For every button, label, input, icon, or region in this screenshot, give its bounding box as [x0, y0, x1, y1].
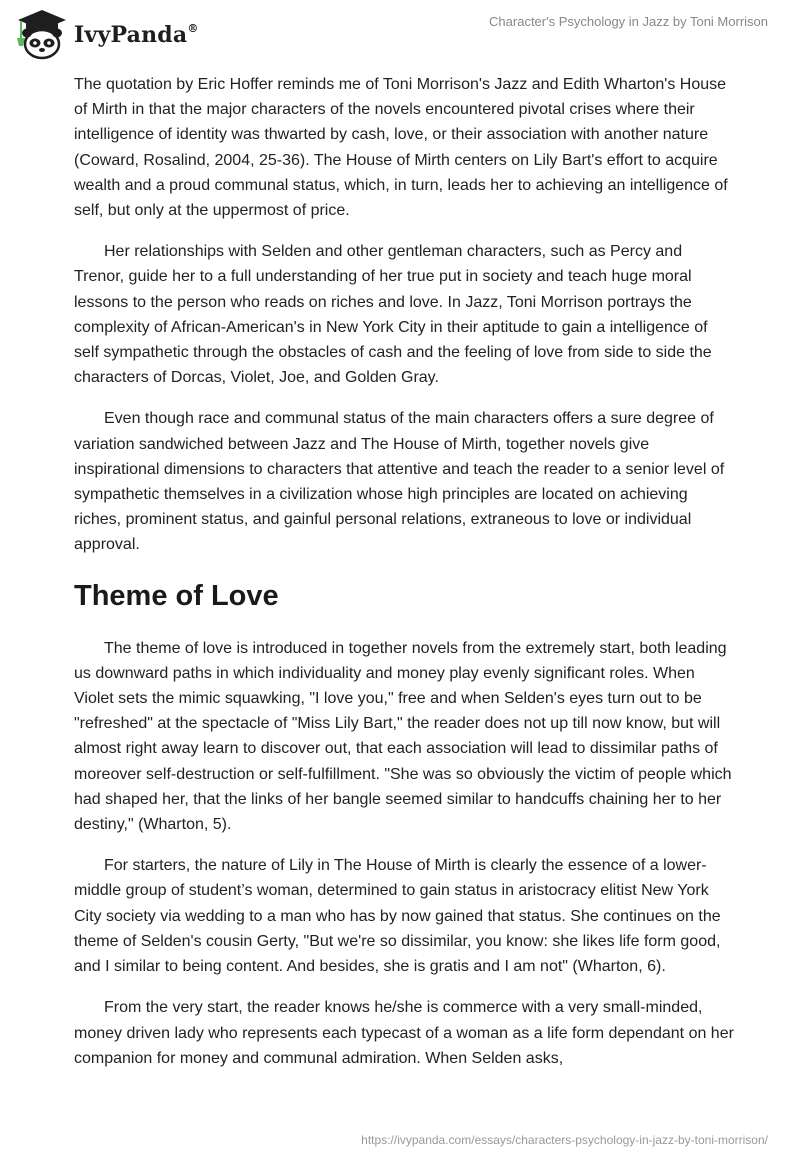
paragraph: Her relationships with Selden and other gentleman characters, such as Percy and Trenor, guide her to a full understanding of her true put in society and teach huge moral lessons to the person who reads on riches and love. In Jazz, Toni Morrison portrays the complexity of African-American's in New York City in their aptitude to gain a intelligence of self sympathetic through the obstacles of cash and the feeling of love from side to side the characters of Dorcas, Violet, Joe, and Golden Gray. — [74, 243, 712, 387]
paragraph: For starters, the nature of Lily in The House of Mirth is clearly the essence of a lower-middle group of student’s woman, determined to gain status in aristocracy elitist New York City society via wedding to a man who has by now gained that status. She continues on the theme of Selden's cousin Gerty, "But we're so dissimilar, you know: she likes life form good, and I similar to being content. And besides, she is gratis and I am not" (Wharton, 6). — [74, 857, 721, 976]
brand-name — [74, 22, 199, 48]
document-title: Character's Psychology in Jazz by Toni Morrison — [489, 14, 768, 29]
brand-text: IvyPanda — [74, 22, 188, 48]
brand-registered-mark: ® — [187, 21, 199, 35]
essay-body — [74, 72, 734, 1087]
paragraph: From the very start, the reader knows he/she is commerce with a very small-minded, money driven lady who represents each typecast of a woman as a life form dependant on her companion for money and communal admiration. When Selden asks, — [74, 999, 734, 1067]
source-url-link[interactable]: https://ivypanda.com/essays/characters-psychology-in-jazz-by-toni-morrison/ — [361, 1133, 768, 1147]
panda-graduate-icon — [14, 8, 70, 60]
paragraph-intro: The quotation by Eric Hoffer reminds me of Toni Morrison's Jazz and Edith Wharton's House of Mirth in that the major characters of the novels encountered pivotal crises where their intelligence of identity was thwarted by cash, love, or their association with another nature (Coward, Rosalind, 2004, 25-36). The House of Mirth centers on Lily Bart's effort to acquire wealth and a proud communal status, which, in turn, leads her to achieving an intelligence of self, but only at the uppermost of price. — [74, 76, 728, 220]
ivypanda-logo[interactable] — [14, 8, 199, 60]
page-header — [0, 0, 800, 70]
paragraph: The theme of love is introduced in together novels from the extremely start, both leading us downward paths in which individuality and money play evenly significant roles. When Violet sets the mimic squawking, "I love you," free and when Selden's eyes turn out to be "refreshed" at the spectacle of "Miss Lily Bart," the reader does not up till now know, but will almost right away learn to discover out, that each association will lead to dissimilar paths of moreover self-destruction or self-fulfillment. "She was so obviously the victim of people which had shaped her, that the links of her bangle seemed similar to handcuffs chaining her to her destiny," (Wharton, 5). — [74, 639, 732, 834]
paragraph: Even though race and communal status of the main characters offers a sure degree of variation sandwiched between Jazz and The House of Mirth, together novels give inspirational dimensions to characters that attentive and teach the reader to a senior level of sympathetic themselves in a civilization whose high principles are located on achieving riches, prominent status, and gainful personal relations, extraneous to love or individual approval. — [74, 410, 725, 554]
section-heading: Theme of Love — [74, 579, 279, 612]
